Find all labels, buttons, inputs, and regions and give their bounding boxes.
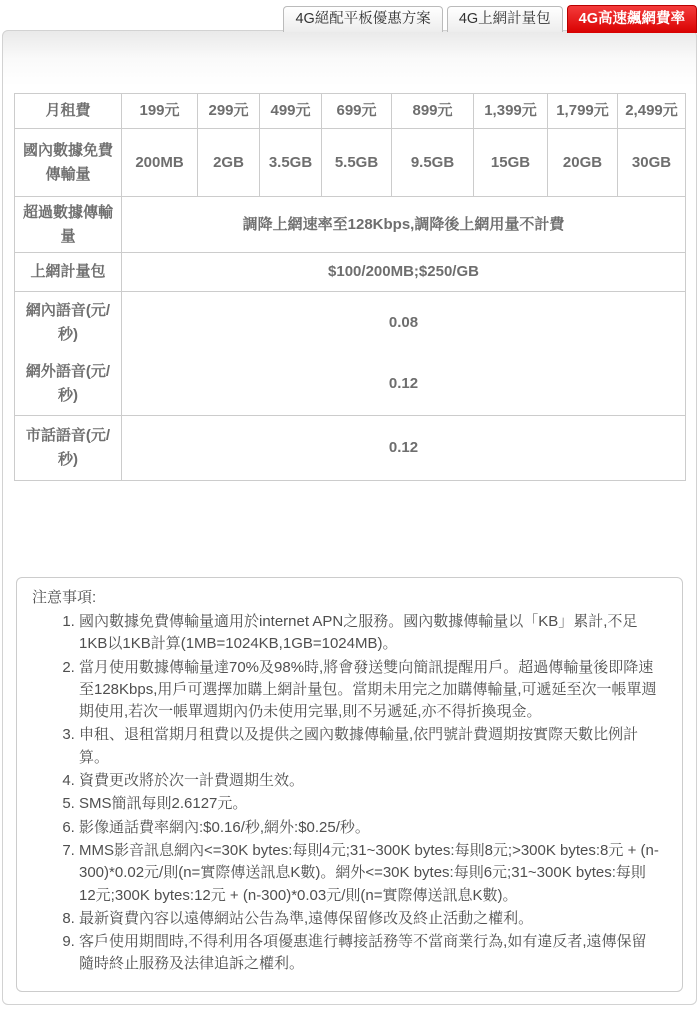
row-label-free-data: 國內數據免費傳輸量 bbox=[15, 129, 122, 197]
note-item: 2. 當月使用數據傳輸量達70%及98%時,將會發送雙向簡訊提醒用戶。超過傳輸量後即降速至128Kbps,用戶可選擇加購上網計量包。當期未用完之加購傳輸量,可遞延至次一帳單週期使用,若次一帳單週期內仍未使用完畢,則不另遞延,亦不得折換現金。 bbox=[79, 657, 660, 724]
monthly-fee-cell: 499元 bbox=[260, 94, 322, 129]
monthly-fee-cell: 1,399元 bbox=[474, 94, 548, 129]
note-item: 4. 資費更改將於次一計費週期生效。 bbox=[79, 770, 660, 792]
monthly-fee-cell: 199元 bbox=[122, 94, 198, 129]
monthly-fee-cell: 299元 bbox=[198, 94, 260, 129]
onnet-voice-rate-cell: 0.08 bbox=[122, 292, 686, 354]
row-label-data-package: 上網計量包 bbox=[15, 253, 122, 292]
rate-content-card bbox=[2, 30, 697, 1005]
plan-category-tabs bbox=[283, 5, 697, 32]
row-label-over-quota: 超過數據傳輸量 bbox=[15, 197, 122, 253]
free-data-cell: 200MB bbox=[122, 129, 198, 197]
monthly-fee-cell: 1,799元 bbox=[548, 94, 618, 129]
note-item: 1. 國內數據免費傳輸量適用於internet APN之服務。國內數據傳輸量以「KB」累計,不足1KB以1KB計算(1MB=1024KB,1GB=1024MB)。 bbox=[79, 611, 660, 656]
table-row-data-package bbox=[15, 253, 686, 292]
note-item: 9. 客戶使用期間時,不得利用各項優惠進行轉接話務等不當商業行為,如有違反者,遠傳保留隨時終止服務及法律追訴之權利。 bbox=[79, 931, 660, 976]
table-row-onnet-voice bbox=[15, 292, 686, 354]
monthly-fee-cell: 699元 bbox=[322, 94, 392, 129]
table-row-landline-voice bbox=[15, 416, 686, 481]
monthly-fee-cell: 2,499元 bbox=[618, 94, 686, 129]
tab-4g-tablet-offer[interactable]: 4G絕配平板優惠方案 bbox=[283, 6, 442, 32]
tab-4g-highspeed-rates[interactable]: 4G高速飆網費率 bbox=[567, 5, 697, 33]
table-row-over-quota bbox=[15, 197, 686, 253]
over-quota-policy-cell: 調降上網速率至128Kbps,調降後上網用量不計費 bbox=[122, 197, 686, 253]
data-package-price-cell: $100/200MB;$250/GB bbox=[122, 253, 686, 292]
row-label-offnet-voice: 網外語音(元/秒) bbox=[15, 354, 122, 416]
tab-4g-data-metered-package[interactable]: 4G上網計量包 bbox=[447, 6, 563, 32]
rate-plan-table bbox=[14, 93, 686, 481]
free-data-cell: 5.5GB bbox=[322, 129, 392, 197]
note-item: 6. 影像通話費率網內:$0.16/秒,網外:$0.25/秒。 bbox=[79, 817, 660, 839]
offnet-voice-rate-cell: 0.12 bbox=[122, 354, 686, 416]
row-label-monthly-fee: 月租費 bbox=[15, 94, 122, 129]
row-label-onnet-voice: 網內語音(元/秒) bbox=[15, 292, 122, 354]
table-row-free-data bbox=[15, 129, 686, 197]
table-row-monthly-fee bbox=[15, 94, 686, 129]
notes-title: 注意事項: bbox=[32, 589, 97, 606]
notes-list bbox=[32, 611, 660, 976]
row-label-landline-voice: 市話語音(元/秒) bbox=[15, 416, 122, 481]
notes-box bbox=[16, 577, 683, 992]
landline-voice-rate-cell: 0.12 bbox=[122, 416, 686, 481]
free-data-cell: 3.5GB bbox=[260, 129, 322, 197]
note-item: 5. SMS簡訊每則2.6127元。 bbox=[79, 793, 660, 815]
free-data-cell: 30GB bbox=[618, 129, 686, 197]
monthly-fee-cell: 899元 bbox=[392, 94, 474, 129]
note-item: 7. MMS影音訊息網內<=30K bytes:每則4元;31~300K bytes:每則8元;>300K bytes:8元 + (n-300)*0.02元/則(n=實際傳送訊息K數)。網外<=30K bytes:每則6元;31~300K bytes:每則12元;300K bytes:12元 + (n-300)*0.03元/則(n=實際傳送訊息K數)。 bbox=[79, 840, 660, 907]
free-data-cell: 9.5GB bbox=[392, 129, 474, 197]
note-item: 3. 申租、退租當期月租費以及提供之國內數據傳輸量,依門號計費週期按實際天數比例計算。 bbox=[79, 724, 660, 769]
free-data-cell: 15GB bbox=[474, 129, 548, 197]
note-item: 8. 最新資費內容以遠傳網站公告為準,遠傳保留修改及終止活動之權利。 bbox=[79, 908, 660, 930]
free-data-cell: 2GB bbox=[198, 129, 260, 197]
table-row-offnet-voice bbox=[15, 354, 686, 416]
free-data-cell: 20GB bbox=[548, 129, 618, 197]
